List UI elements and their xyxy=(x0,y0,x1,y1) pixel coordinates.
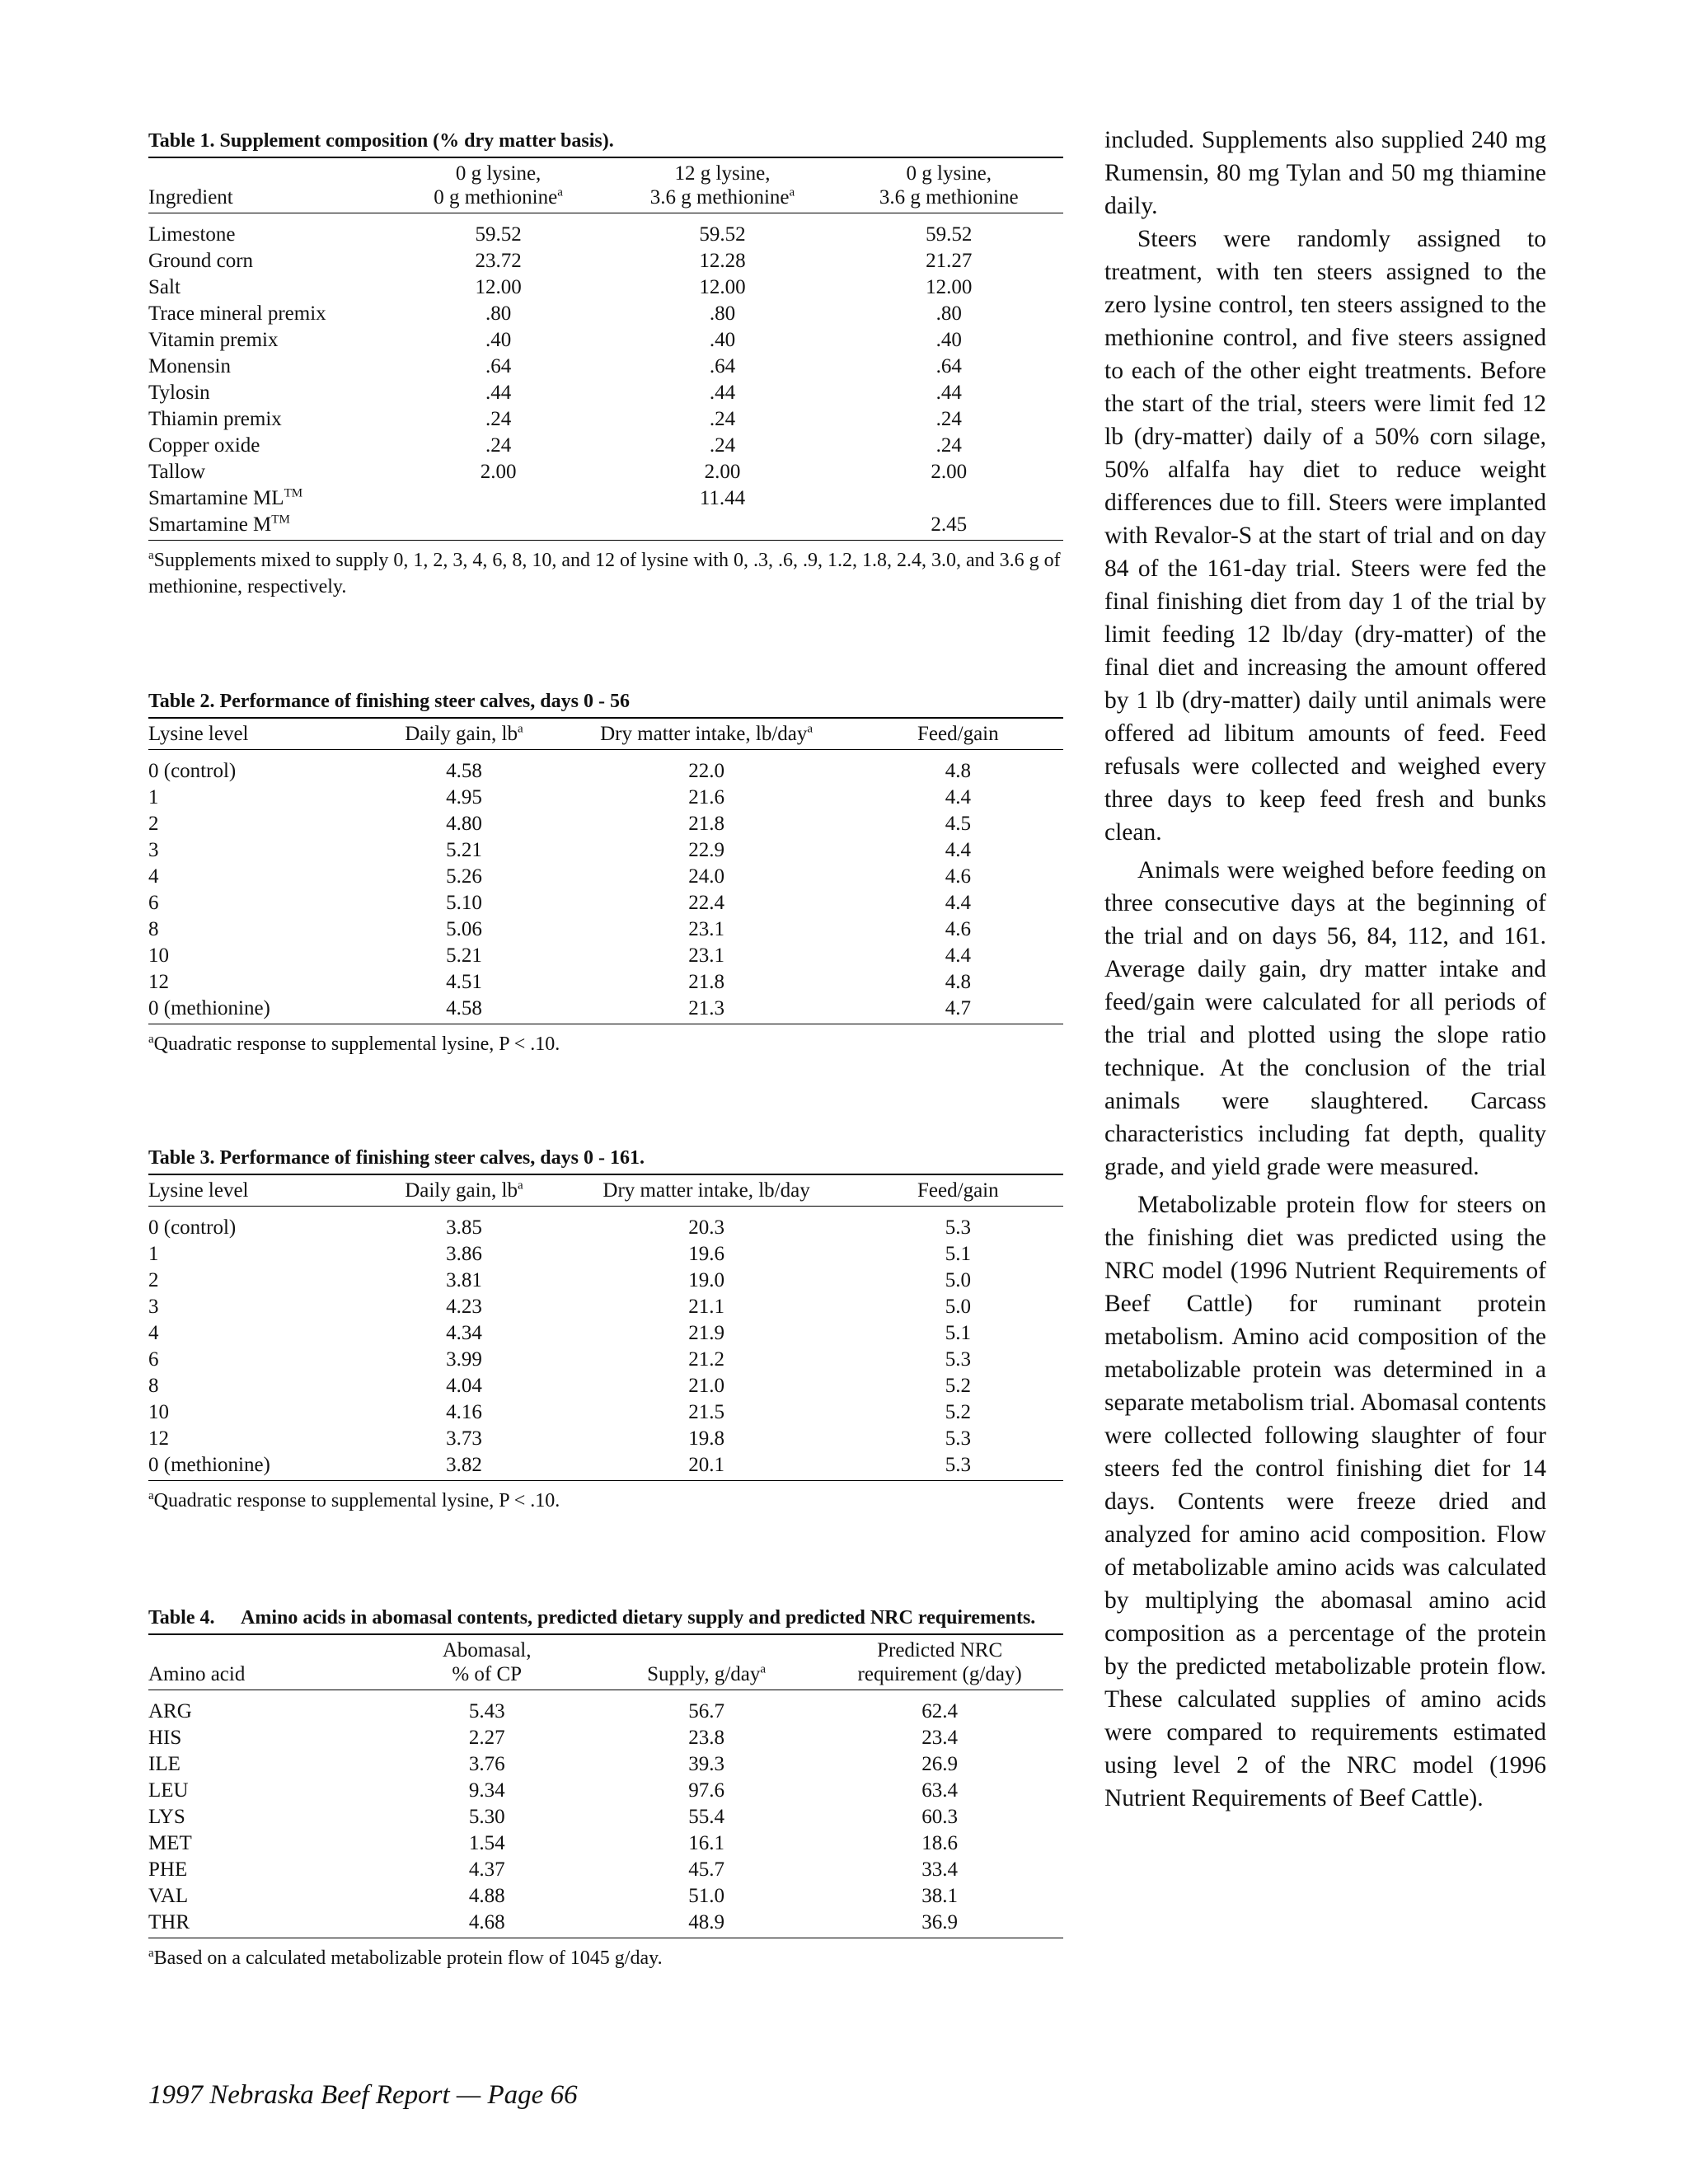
table-4-cell: 5.30 xyxy=(468,1806,505,1828)
table-3-cell: 0 (control) xyxy=(148,1216,237,1239)
table-1-cell: Smartamine ML™ xyxy=(148,486,303,509)
table-4-cell: 23.8 xyxy=(688,1727,724,1749)
table-3-cell: 21.1 xyxy=(688,1296,724,1318)
table-4-cell: 3.76 xyxy=(468,1753,505,1775)
table-4-row xyxy=(148,1804,1063,1830)
table-3-cell: 21.9 xyxy=(688,1322,724,1344)
table-2-row xyxy=(148,916,1063,943)
table-3-cell: 4.34 xyxy=(446,1322,482,1344)
table-2-row xyxy=(148,969,1063,996)
table-1-cell: 12.00 xyxy=(926,276,973,298)
table-3-cell: 3.82 xyxy=(368,1452,560,1481)
table-3-cell: 5.0 xyxy=(945,1296,971,1318)
table-1-cell: .24 xyxy=(485,408,512,430)
table-2-cell: 4.51 xyxy=(446,971,482,993)
table-4-row xyxy=(148,1883,1063,1910)
table-3-header-lysine: Lysine level xyxy=(148,1174,368,1207)
table-2-cell: 23.1 xyxy=(688,918,724,940)
table-1-cell: 2.00 xyxy=(931,461,968,483)
table-4-cell: 63.4 xyxy=(921,1779,959,1802)
table-4-title-label: Table 4. xyxy=(148,1607,215,1629)
table-2-cell: 22.9 xyxy=(688,839,724,861)
table-3-cell: 19.6 xyxy=(688,1243,724,1265)
table-1-header-ingredient: Ingredient xyxy=(148,157,387,213)
table-1-cell: Smartamine M™ xyxy=(148,512,387,541)
table-3-cell: 3.99 xyxy=(446,1348,482,1371)
table-4-cell: LYS xyxy=(148,1806,185,1828)
table-2-cell: 21.8 xyxy=(688,813,724,835)
table-1-header-col3: 0 g lysine, 3.6 g methionine xyxy=(834,157,1063,213)
table-3-row xyxy=(148,1347,1063,1373)
table-1-cell: Ground corn xyxy=(148,250,254,272)
table-4-title-text: Amino acids in abomasal contents, predicted dietary supply and predicted NRC requirements. xyxy=(241,1607,1036,1629)
table-3-cell: 5.3 xyxy=(853,1452,1063,1481)
table-4-cell: PHE xyxy=(148,1858,188,1881)
table-2-cell: 4.6 xyxy=(945,918,971,940)
table-3-row xyxy=(148,1452,1063,1481)
table-1-cell: Monensin xyxy=(148,355,231,377)
table-2-row xyxy=(148,837,1063,864)
table-1-cell: 2.00 xyxy=(704,461,741,483)
table-3-row xyxy=(148,1373,1063,1399)
table-2-cell: 1 xyxy=(148,786,159,808)
table-1-row xyxy=(148,213,1063,249)
table-4-cell: HIS xyxy=(148,1727,182,1749)
table-3-cell: 21.2 xyxy=(688,1348,724,1371)
table-2-cell: 24.0 xyxy=(688,865,724,888)
table-1 xyxy=(148,129,1063,600)
table-3-cell: 3.73 xyxy=(446,1427,482,1450)
table-1-cell: 23.72 xyxy=(475,250,522,272)
table-2-cell: 4.95 xyxy=(446,786,482,808)
table-1-cell: .44 xyxy=(485,382,512,404)
table-3-cell: 19.0 xyxy=(688,1269,724,1291)
table-4-cell: 18.6 xyxy=(921,1832,959,1854)
body-paragraph-1: included. Supplements also supplied 240 mg Rumensin, 80 mg Tylan and 50 mg thiamine daily. xyxy=(1104,127,1546,219)
table-4-cell: 4.37 xyxy=(468,1858,505,1881)
table-1-cell: 2.45 xyxy=(834,512,1063,541)
table-2-cell: 3 xyxy=(148,839,159,861)
table-4-cell: 60.3 xyxy=(921,1806,959,1828)
table-2-cell: 5.26 xyxy=(446,865,482,888)
table-2-row xyxy=(148,750,1063,785)
table-2-cell: 5.21 xyxy=(446,839,482,861)
table-4-cell: MET xyxy=(148,1832,192,1854)
table-3-cell: 4.04 xyxy=(446,1375,482,1397)
table-4-row xyxy=(148,1857,1063,1883)
table-2-cell: 22.0 xyxy=(688,760,724,782)
table-2-cell: 5.06 xyxy=(446,918,482,940)
table-2-cell: 21.6 xyxy=(688,786,724,808)
table-2-header-gain: Daily gain, $lb^a$ xyxy=(368,718,560,750)
table-4-cell: 45.7 xyxy=(688,1858,724,1881)
table-1-cell: Tallow xyxy=(148,461,206,483)
table-3-cell: 10 xyxy=(148,1401,169,1423)
table-1-cell: .80 xyxy=(935,302,962,325)
table-3-cell: 5.3 xyxy=(945,1216,971,1239)
table-1-cell: .64 xyxy=(935,355,962,377)
body-text-column xyxy=(1104,124,1546,1815)
table-1-row xyxy=(148,354,1063,380)
table-1-cell: Thiamin premix xyxy=(148,408,282,430)
table-3-cell: 5.2 xyxy=(945,1375,971,1397)
table-4-cell: 38.1 xyxy=(921,1885,959,1907)
table-2-cell: 6 xyxy=(148,892,159,914)
table-3-cell: 1 xyxy=(148,1243,159,1265)
table-1-row xyxy=(148,301,1063,327)
trademark-mark: TM xyxy=(271,513,290,527)
table-4-cell: 5.43 xyxy=(468,1700,505,1722)
table-4-row xyxy=(148,1690,1063,1726)
table-2-cell: 5.21 xyxy=(446,944,482,967)
table-4-cell: 26.9 xyxy=(921,1753,959,1775)
table-2-cell: 4.4 xyxy=(945,839,971,861)
table-3-cell: 12 xyxy=(148,1427,169,1450)
table-2-row xyxy=(148,996,1063,1024)
table-3-cell: 5.3 xyxy=(945,1427,971,1450)
table-4-title xyxy=(148,1605,1063,1630)
table-1-cell: .24 xyxy=(935,408,962,430)
table-4-grid xyxy=(148,1633,1063,1938)
table-1-row xyxy=(148,248,1063,274)
table-3-header-intake: Dry matter intake, lb/day xyxy=(560,1174,852,1207)
table-1-cell: .40 xyxy=(935,329,962,351)
table-3-footnote: $^a$Quadratic response to supplemental lysine, P < .10. xyxy=(148,1489,560,1511)
table-3-body xyxy=(148,1207,1063,1481)
table-2-cell: 23.1 xyxy=(688,944,724,967)
table-1-cell: 59.52 xyxy=(926,223,973,246)
table-2-cell: 2 xyxy=(148,813,159,835)
table-4-cell: 1.54 xyxy=(468,1832,505,1854)
table-3-cell: 5.1 xyxy=(945,1322,971,1344)
body-paragraph-3: Animals were weighed before feeding on three consecutive days at the beginning of the trial and on days 56, 84, 112, and 161. Average daily gain, dry matter intake and feed/gain were calculated for all periods of the trial and plotted using the slope ratio technique. At the conclusion of the trial animals were slaughtered. Carcass characteristics including fat depth, quality grade, and yield grade were measured. xyxy=(1104,857,1546,1180)
table-3-cell: 6 xyxy=(148,1348,159,1371)
table-2-cell: 4.5 xyxy=(945,813,971,835)
table-2-cell: 4.8 xyxy=(945,971,971,993)
table-2-cell: 22.4 xyxy=(688,892,724,914)
table-4 xyxy=(148,1605,1063,1971)
table-1-row xyxy=(148,485,1063,512)
table-3-cell: 4.16 xyxy=(446,1401,482,1423)
table-3-cell: 2 xyxy=(148,1269,159,1291)
table-3-title: Table 3. Performance of finishing steer calves, days 0 - 161. xyxy=(148,1147,645,1169)
table-3-cell: 19.8 xyxy=(688,1427,724,1450)
table-3-row xyxy=(148,1426,1063,1452)
table-4-cell: 33.4 xyxy=(921,1858,959,1881)
table-4-cell: VAL xyxy=(148,1885,189,1907)
table-2-header-feedgain: Feed/gain xyxy=(853,718,1063,750)
table-1-cell: .24 xyxy=(709,434,736,457)
table-4-cell: 97.6 xyxy=(688,1779,724,1802)
table-4-cell: LEU xyxy=(148,1779,189,1802)
table-1-cell: 21.27 xyxy=(926,250,973,272)
table-3-cell: 8 xyxy=(148,1375,159,1397)
table-1-body xyxy=(148,213,1063,541)
table-1-cell: 12.00 xyxy=(475,276,522,298)
table-4-cell: 16.1 xyxy=(688,1832,724,1854)
table-2-cell: 21.8 xyxy=(688,971,724,993)
table-2-cell: 4.8 xyxy=(945,760,971,782)
table-1-cell: .40 xyxy=(709,329,736,351)
table-1-cell: .64 xyxy=(709,355,736,377)
body-paragraph-2: Steers were randomly assigned to treatment, with ten steers assigned to the zero lysine control, ten steers assigned to the methionine control, and five steers assigned to each of the other eight treatments. Before the start of the trial, steers were limit fed 12 lb (dry-matter) daily of a 50% corn silage, 50% alfalfa hay diet to reduce weight differences due to fill. Steers were implanted with Revalor-S at the start of trial and on day 84 of the 161-day trial. Steers were fed the final finishing diet from day 1 of the trial by limit feeding 12 lb/day (dry-matter) of the final diet and increasing the amount offered by 1 lb (dry-matter) daily until animals were offered ad libitum amounts of feed. Feed refusals were collected and weighed every three days to keep feed fresh and bunks clean. xyxy=(1104,226,1546,846)
table-2 xyxy=(148,689,1063,1057)
table-2-footnote: $^a$Quadratic response to supplemental lysine, P < .10. xyxy=(148,1033,560,1055)
table-3-cell: 3.86 xyxy=(446,1243,482,1265)
table-3-row xyxy=(148,1294,1063,1320)
table-2-cell: 4.4 xyxy=(945,892,971,914)
table-1-cell: .80 xyxy=(485,302,512,325)
table-2-row xyxy=(148,943,1063,969)
table-4-cell: 36.9 xyxy=(816,1910,1063,1938)
table-1-title: Table 1. Supplement composition (% dry matter basis). xyxy=(148,130,614,152)
table-3-cell: 5.0 xyxy=(945,1269,971,1291)
table-2-cell: 12 xyxy=(148,971,169,993)
table-3-cell: 5.2 xyxy=(945,1401,971,1423)
table-4-cell: 56.7 xyxy=(688,1700,724,1722)
table-4-header-amino: Amino acid xyxy=(148,1634,377,1690)
table-2-cell: 4.4 xyxy=(945,944,971,967)
table-2-cell: 4.58 xyxy=(446,760,482,782)
table-3-cell: 5.3 xyxy=(945,1348,971,1371)
table-3-row xyxy=(148,1320,1063,1347)
table-1-cell: .64 xyxy=(485,355,512,377)
table-4-cell: 23.4 xyxy=(921,1727,959,1749)
table-2-header-lysine: Lysine level xyxy=(148,718,368,750)
table-1-header-col1: 0 g lysine, 0 g methionine$^a$ xyxy=(387,157,611,213)
table-3-cell: 4.23 xyxy=(446,1296,482,1318)
table-1-cell xyxy=(387,512,611,541)
table-1-cell: Trace mineral premix xyxy=(148,302,326,325)
table-1-row xyxy=(148,274,1063,301)
table-2-body xyxy=(148,750,1063,1024)
table-4-row xyxy=(148,1830,1063,1857)
table-3-cell: 0 (methionine) xyxy=(148,1452,368,1481)
table-2-cell: 0 (methionine) xyxy=(148,996,368,1024)
body-paragraph-4: Metabolizable protein flow for steers on the finishing diet was predicted using the NRC model (1996 Nutrient Requirements of Beef Cattle) for ruminant protein metabolism. Amino acid composition of the metabolizable protein was determined in a separate metabolism trial. Abomasal contents were collected following slaughter of four steers fed the control finishing diet for 14 days. Contents were freeze dried and analyzed for amino acid composition. Flow of metabolizable amino acids was calculated by multiplying the abomasal amino acid composition as a percentage of the protein by the predicted metabolizable protein flow. These calculated supplies of amino acids were compared to requirements estimated using level 2 of the NRC model (1996 Nutrient Requirements of Beef Cattle). xyxy=(1104,1192,1546,1811)
table-1-cell: 2.00 xyxy=(480,461,517,483)
table-4-header-abomasal: Abomasal, % of CP xyxy=(377,1634,597,1690)
table-3-cell: 5.1 xyxy=(945,1243,971,1265)
table-3-grid xyxy=(148,1174,1063,1481)
table-1-row xyxy=(148,459,1063,485)
table-1-cell: .24 xyxy=(485,434,512,457)
table-1-cell: Salt xyxy=(148,276,181,298)
table-2-cell: 4.4 xyxy=(945,786,971,808)
table-2-cell: 4.6 xyxy=(945,865,971,888)
table-1-cell: Vitamin premix xyxy=(148,329,279,351)
table-3-cell: 4 xyxy=(148,1322,159,1344)
table-1-row xyxy=(148,327,1063,354)
table-1-cell: 12.00 xyxy=(699,276,746,298)
table-2-cell: 21.3 xyxy=(560,996,852,1024)
table-1-cell: Limestone xyxy=(148,223,236,246)
table-4-row xyxy=(148,1910,1063,1938)
table-1-cell xyxy=(611,512,835,541)
table-4-row xyxy=(148,1751,1063,1778)
table-1-row xyxy=(148,433,1063,459)
table-2-header-intake: Dry matter intake, lb/day$^a$ xyxy=(560,718,852,750)
table-4-header-supply: Supply, g/day$^a$ xyxy=(597,1634,816,1690)
table-1-cell: 59.52 xyxy=(699,223,746,246)
table-1-row xyxy=(148,512,1063,541)
table-4-cell: THR xyxy=(148,1910,377,1938)
table-2-cell: 4 xyxy=(148,865,159,888)
table-4-cell: 55.4 xyxy=(688,1806,724,1828)
table-4-header-requirement: Predicted NRC requirement (g/day) xyxy=(816,1634,1063,1690)
table-3-cell: 20.1 xyxy=(560,1452,852,1481)
table-4-cell: 51.0 xyxy=(688,1885,724,1907)
table-1-cell: 11.44 xyxy=(699,487,746,509)
table-2-cell: 5.10 xyxy=(446,892,482,914)
table-1-row xyxy=(148,406,1063,433)
table-3-cell: 3 xyxy=(148,1296,159,1318)
table-4-body xyxy=(148,1690,1063,1938)
table-4-row xyxy=(148,1778,1063,1804)
table-1-cell: .44 xyxy=(935,382,962,404)
table-1-cell: .24 xyxy=(935,434,962,457)
table-4-cell: 4.68 xyxy=(377,1910,597,1938)
table-1-cell: Copper oxide xyxy=(148,434,260,457)
table-3-header-gain: Daily gain, $lb^a$ xyxy=(368,1174,560,1207)
table-4-cell: 2.27 xyxy=(468,1727,505,1749)
table-2-row xyxy=(148,864,1063,890)
table-2-cell: 4.80 xyxy=(446,813,482,835)
table-4-cell: 4.88 xyxy=(468,1885,505,1907)
trademark-mark: TM xyxy=(284,486,303,500)
table-1-cell xyxy=(387,485,611,512)
table-3-header-feedgain: Feed/gain xyxy=(853,1174,1063,1207)
table-3-cell: 20.3 xyxy=(688,1216,724,1239)
table-4-cell: 62.4 xyxy=(921,1700,959,1722)
table-4-cell: 9.34 xyxy=(468,1779,505,1802)
table-4-cell: 39.3 xyxy=(688,1753,724,1775)
table-1-footnote: $^a$Supplements mixed to supply 0, 1, 2, 3, 4, 6, 8, 10, and 12 of lysine with 0, .3, .6, .9, 1.2, 1.8, 2.4, 3.0, and 3.6 g of methionine, respectively. xyxy=(148,549,1061,598)
table-1-row xyxy=(148,380,1063,406)
table-1-cell: 12.28 xyxy=(699,250,746,272)
table-3-cell: 21.5 xyxy=(688,1401,724,1423)
table-4-row xyxy=(148,1725,1063,1751)
table-3 xyxy=(148,1146,1063,1514)
page-footer: 1997 Nebraska Beef Report — Page 66 xyxy=(148,2080,578,2110)
table-3-row xyxy=(148,1268,1063,1294)
table-2-cell: 4.7 xyxy=(853,996,1063,1024)
table-2-row xyxy=(148,785,1063,811)
table-2-row xyxy=(148,890,1063,916)
table-2-cell: 0 (control) xyxy=(148,760,237,782)
table-4-footnote: $^a$Based on a calculated metabolizable protein flow of 1045 g/day. xyxy=(148,1947,663,1969)
table-2-title: Table 2. Performance of finishing steer calves, days 0 - 56 xyxy=(148,691,630,712)
table-1-cell: .40 xyxy=(485,329,512,351)
table-2-grid xyxy=(148,717,1063,1024)
table-1-cell: .44 xyxy=(709,382,736,404)
table-3-cell: 21.0 xyxy=(688,1375,724,1397)
table-1-grid xyxy=(148,157,1063,541)
table-1-cell: 59.52 xyxy=(475,223,522,246)
table-4-cell: ARG xyxy=(148,1700,192,1722)
table-1-cell: .80 xyxy=(709,302,736,325)
table-3-row xyxy=(148,1399,1063,1426)
table-2-cell: 8 xyxy=(148,918,159,940)
table-3-row xyxy=(148,1241,1063,1268)
table-4-cell: 48.9 xyxy=(597,1910,816,1938)
table-1-cell: Tylosin xyxy=(148,382,210,404)
table-3-cell: 3.81 xyxy=(446,1269,482,1291)
table-1-cell xyxy=(834,485,1063,512)
table-1-cell: .24 xyxy=(709,408,736,430)
table-2-cell: 10 xyxy=(148,944,169,967)
table-4-cell: ILE xyxy=(148,1753,181,1775)
table-3-cell: 3.85 xyxy=(446,1216,482,1239)
table-3-row xyxy=(148,1207,1063,1242)
table-2-row xyxy=(148,811,1063,837)
table-1-header-col2: 12 g lysine, 3.6 g methionine$^a$ xyxy=(611,157,835,213)
table-2-cell: 4.58 xyxy=(368,996,560,1024)
